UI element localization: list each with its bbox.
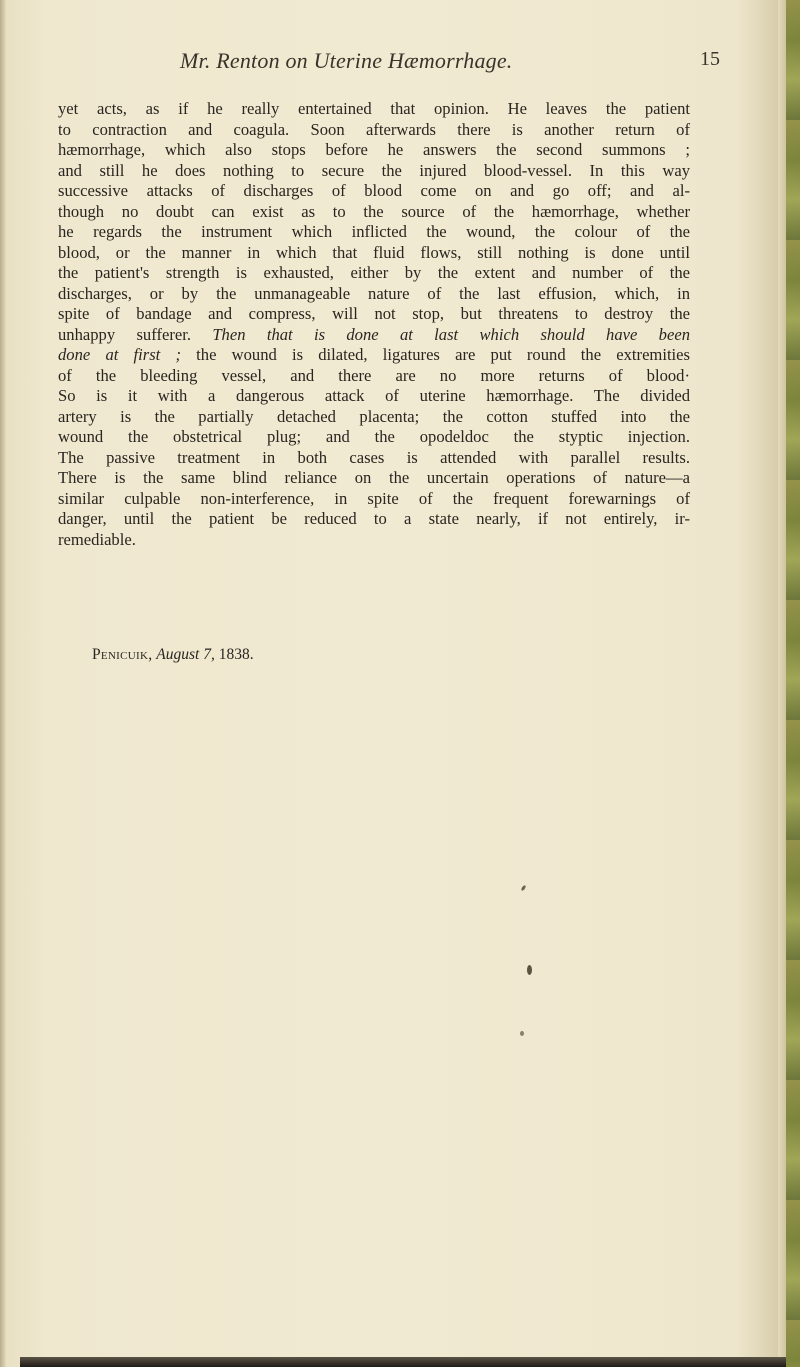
text-line: to contraction and coagula. Soon afterwards there is another return of	[58, 119, 690, 139]
text-line: wound the obstetrical plug; and the opodeldoc the styptic injection.	[58, 427, 690, 446]
text-line: There is the same blind reliance on the uncertain operations of nature—a	[58, 468, 690, 487]
text-italic: Then that is done at last which should have been	[212, 324, 690, 344]
body-text	[58, 99, 690, 550]
text-line: So is it with a dangerous attack of uterine hæmorrhage. The divided	[58, 386, 690, 405]
signoff	[92, 646, 254, 664]
text-line: he regards the instrument which inflicted the wound, the colour of the	[58, 222, 690, 241]
text-line: danger, until the patient be reduced to a state nearly, if not entirely, ir-	[58, 509, 690, 528]
signoff-date: August 7,	[156, 646, 215, 663]
text-line: spite of bandage and compress, will not stop, but threatens to destroy the	[58, 304, 690, 323]
text-roman: the wound is dilated, ligatures are put round the extremities	[181, 345, 690, 364]
text-line: discharges, or by the unmanageable nature of the last effusion, which, in	[58, 283, 690, 303]
signoff-place: Penicuik,	[92, 646, 153, 663]
text-line-mixed	[58, 325, 690, 346]
text-line-mixed	[58, 345, 690, 366]
text-line: artery is the partially detached placenta; the cotton stuffed into the	[58, 406, 690, 426]
text-line: though no doubt can exist as to the source of the hæmorrhage, whether	[58, 201, 690, 221]
text-line: successive attacks of discharges of blood come on and go off; and al-	[58, 181, 690, 200]
paper-speck	[520, 1031, 524, 1036]
text-line: and still he does nothing to secure the injured blood-vessel. In this way	[58, 160, 690, 180]
text-line: the patient's strength is exhausted, either by the extent and number of the	[58, 263, 690, 282]
text-line: yet acts, as if he really entertained that opinion. He leaves the patient	[58, 99, 690, 118]
text-line: The passive treatment in both cases is attended with parallel results.	[58, 447, 690, 467]
text-italic: done at first ;	[58, 345, 181, 364]
text-line: blood, or the manner in which that fluid flows, still nothing is done until	[58, 242, 690, 262]
running-title: Mr. Renton on Uterine Hæmorrhage.	[180, 48, 513, 73]
page-number: 15	[700, 48, 720, 70]
book-spine-edge	[786, 0, 800, 1367]
page-right-shadow	[778, 0, 786, 1367]
paper-speck	[527, 965, 532, 975]
paper-speck	[521, 885, 527, 892]
page-header	[60, 48, 740, 78]
page-left-edge	[0, 0, 6, 1367]
page-bottom-shadow	[20, 1357, 786, 1367]
signoff-year: 1838.	[218, 646, 254, 663]
text-roman: unhappy sufferer.	[58, 324, 213, 344]
text-line: similar culpable non-interference, in spite of the frequent forewarnings of	[58, 488, 690, 508]
text-line-final: remediable.	[58, 529, 136, 549]
text-line: of the bleeding vessel, and there are no more returns of blood·	[58, 365, 690, 385]
text-line: hæmorrhage, which also stops before he answers the second summons ;	[58, 140, 690, 159]
